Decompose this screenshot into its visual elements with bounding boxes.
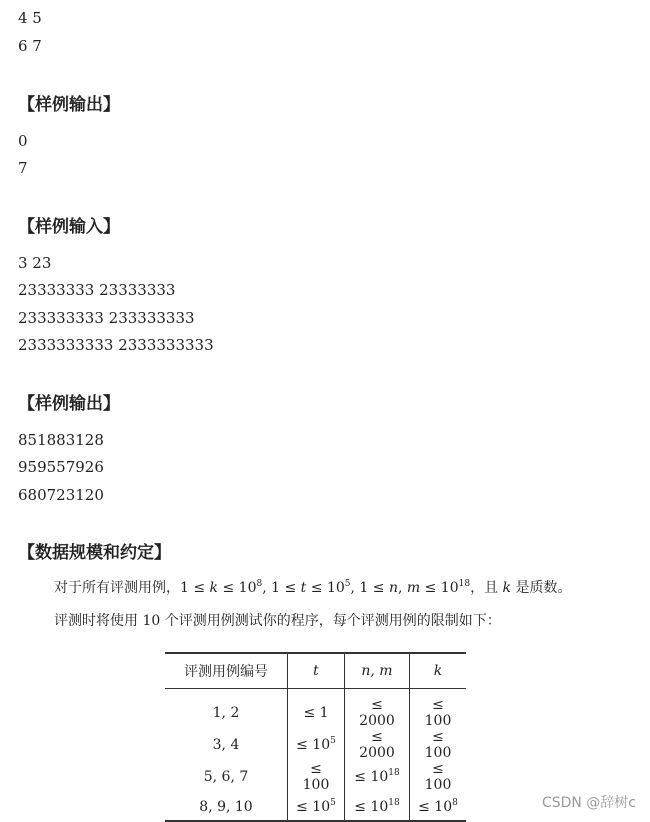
section-heading-sample-input: 【样例输入】 (18, 217, 120, 237)
table-cell: ≤ 100 (288, 761, 345, 793)
table-cell: ≤ 100 (410, 689, 467, 730)
table-cell: ≤ $10^{18}$ (345, 793, 410, 821)
table-header-cell: t (288, 653, 345, 689)
section-heading-data-scale: 【数据规模和约定】 (18, 543, 171, 563)
table-header-cell: k (410, 653, 467, 689)
test-description-paragraph: 评测时将使用 10 个评测用例测试你的程序，每个评测用例的限制如下： (54, 613, 501, 629)
table-header-row (165, 653, 466, 689)
watermark: CSDN @辞树c (541, 795, 636, 811)
sample-input-line: 23333333 23333333 (18, 281, 176, 299)
table-header-cell: 评测用例编号 (184, 664, 268, 680)
table-cell: ≤ $10^5$ (288, 729, 345, 761)
constraints-paragraph: 对于所有评测用例，$1 \le k \le 10^8$, $1 \le t \le 10^5$, 1 ≤ n, $m \le 10^{18}$，且 k 是质数。 (54, 579, 572, 596)
sample-output-line: 959557926 (18, 458, 104, 476)
table-cell: 3, 4 (212, 737, 240, 753)
table-row (165, 729, 466, 761)
sample-input-line: 2333333333 2333333333 (18, 336, 214, 354)
table-cell: ≤ 100 (410, 729, 467, 761)
sample-output-line: 7 (18, 159, 28, 177)
sample-input-line: 4 5 (18, 9, 42, 27)
sample-input-line: 233333333 233333333 (18, 309, 195, 327)
section-heading-sample-output-1: 【样例输出】 (18, 95, 120, 115)
table-cell: 5, 6, 7 (203, 769, 249, 785)
sample-input-line: 3 23 (18, 254, 52, 272)
sample-input-line: 6 7 (18, 37, 42, 55)
table-cell: ≤ 1 (288, 689, 345, 730)
table-row (165, 761, 466, 793)
table-cell: ≤ $10^5$ (288, 793, 345, 821)
sample-output-line: 680723120 (18, 486, 104, 504)
sample-output-line: 0 (18, 132, 28, 150)
table-cell: ≤ 2000 (345, 729, 410, 761)
section-heading-sample-output-2: 【样例输出】 (18, 394, 120, 414)
table-cell: 1, 2 (212, 705, 240, 721)
table-cell: ≤ $10^{18}$ (345, 761, 410, 793)
table-header-cell: n, m (345, 653, 410, 689)
table-row (165, 793, 466, 821)
table-cell: ≤ 2000 (345, 689, 410, 730)
table-row (165, 689, 466, 730)
table-cell: 8, 9, 10 (199, 798, 253, 815)
table-cell: ≤ $10^8$ (410, 793, 467, 821)
limits-table (165, 652, 466, 822)
table-cell: ≤ 100 (410, 761, 467, 793)
sample-output-line: 851883128 (18, 431, 104, 449)
